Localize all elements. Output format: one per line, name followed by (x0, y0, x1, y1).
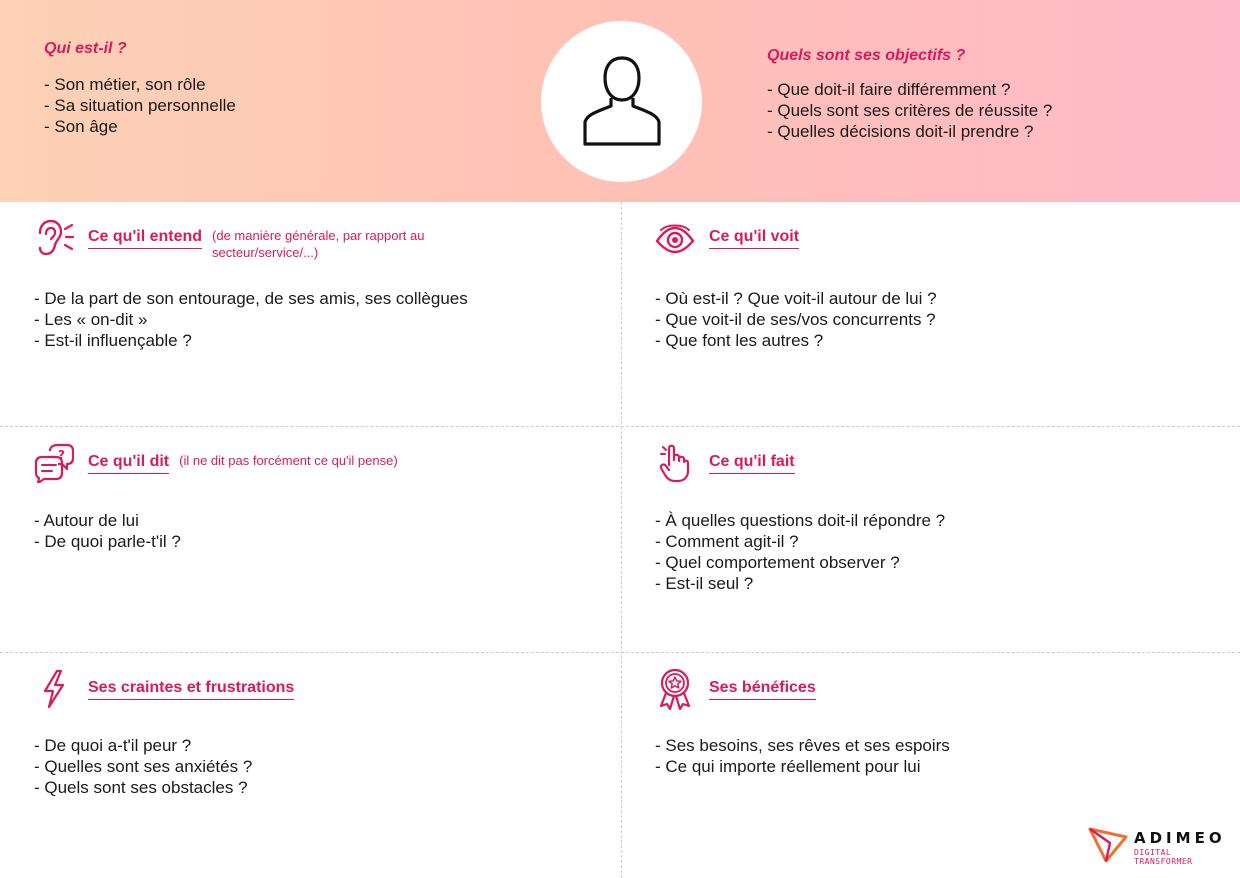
column-divider (621, 202, 622, 878)
section-list (655, 735, 950, 777)
section-note: (il ne dit pas forcément ce qu'il pense) (179, 453, 398, 468)
section-list (655, 288, 937, 351)
goals-block (767, 47, 1052, 142)
section-title: Ce qu'il dit (88, 453, 169, 474)
eye-icon (655, 218, 695, 258)
section-list (34, 288, 468, 351)
section-header (655, 218, 799, 258)
list-item: - Ses besoins, ses rêves et ses espoirs (655, 736, 950, 755)
list-item: - À quelles questions doit-il répondre ? (655, 511, 946, 530)
row-divider (0, 426, 1240, 427)
list-item: - Quelles sont ses anxiétés ? (34, 757, 253, 776)
user-silhouette-icon (581, 54, 663, 150)
list-item: - Où est-il ? Que voit-il autour de lui ? (655, 289, 937, 308)
section-title: Ses bénéfices (709, 679, 816, 700)
section-title: Ce qu'il voit (709, 228, 799, 249)
list-item: - Quelles décisions doit-il prendre ? (767, 122, 1034, 141)
list-item: - Son métier, son rôle (44, 75, 206, 94)
list-item: - Comment agit-il ? (655, 532, 799, 551)
lightning-icon (34, 669, 74, 709)
list-item: - Ce qui importe réellement pour lui (655, 757, 921, 776)
list-item: - Que font les autres ? (655, 331, 824, 350)
list-item: - Est-il influençable ? (34, 331, 192, 350)
list-item: - Est-il seul ? (655, 574, 754, 593)
goals-list (767, 79, 1052, 142)
who-list (44, 74, 236, 137)
section-note: (de manière générale, par rapport au secteur/service/...) (212, 228, 425, 260)
persona-header (0, 0, 1240, 202)
section-header (655, 443, 795, 483)
list-item: - Que voit-il de ses/vos concurrents ? (655, 310, 936, 329)
list-item: - Quels sont ses critères de réussite ? (767, 101, 1053, 120)
svg-text:?: ? (58, 448, 65, 462)
avatar (541, 21, 702, 182)
section-title: Ce qu'il entend (88, 228, 202, 249)
section-title: Ce qu'il fait (709, 453, 795, 474)
goals-title: Quels sont ses objectifs ? (767, 47, 966, 64)
list-item: - Son âge (44, 117, 118, 136)
who-block (44, 40, 236, 137)
brand-tagline: DIGITAL TRANSFORMER (1134, 848, 1193, 866)
section-header (34, 669, 294, 709)
list-item: - Les « on-dit » (34, 310, 148, 329)
section-list (34, 510, 181, 552)
speech-bubbles-icon (34, 443, 74, 483)
list-item: - Sa situation personnelle (44, 96, 236, 115)
section-list (655, 510, 945, 594)
brand-name: ADIMEO (1134, 829, 1226, 847)
section-title: Ses craintes et frustrations (88, 679, 294, 700)
list-item: - Quel comportement observer ? (655, 553, 900, 572)
adimeo-logo (1088, 827, 1228, 865)
section-header (655, 669, 816, 709)
list-item: - Que doit-il faire différemment ? (767, 80, 1011, 99)
adimeo-triangle-icon (1088, 827, 1128, 863)
who-title: Qui est-il ? (44, 40, 127, 57)
award-ribbon-icon (655, 669, 695, 709)
list-item: - De quoi a-t'il peur ? (34, 736, 192, 755)
row-divider (0, 652, 1240, 653)
section-list (34, 735, 252, 798)
section-header (34, 218, 482, 261)
list-item: - De la part de son entourage, de ses amis, ses collègues (34, 289, 468, 308)
list-item: - Autour de lui (34, 511, 139, 530)
section-header (34, 443, 398, 483)
list-item: - Quels sont ses obstacles ? (34, 778, 248, 797)
ear-icon (34, 218, 74, 258)
pointing-hand-icon (655, 443, 695, 483)
list-item: - De quoi parle-t'il ? (34, 532, 181, 551)
